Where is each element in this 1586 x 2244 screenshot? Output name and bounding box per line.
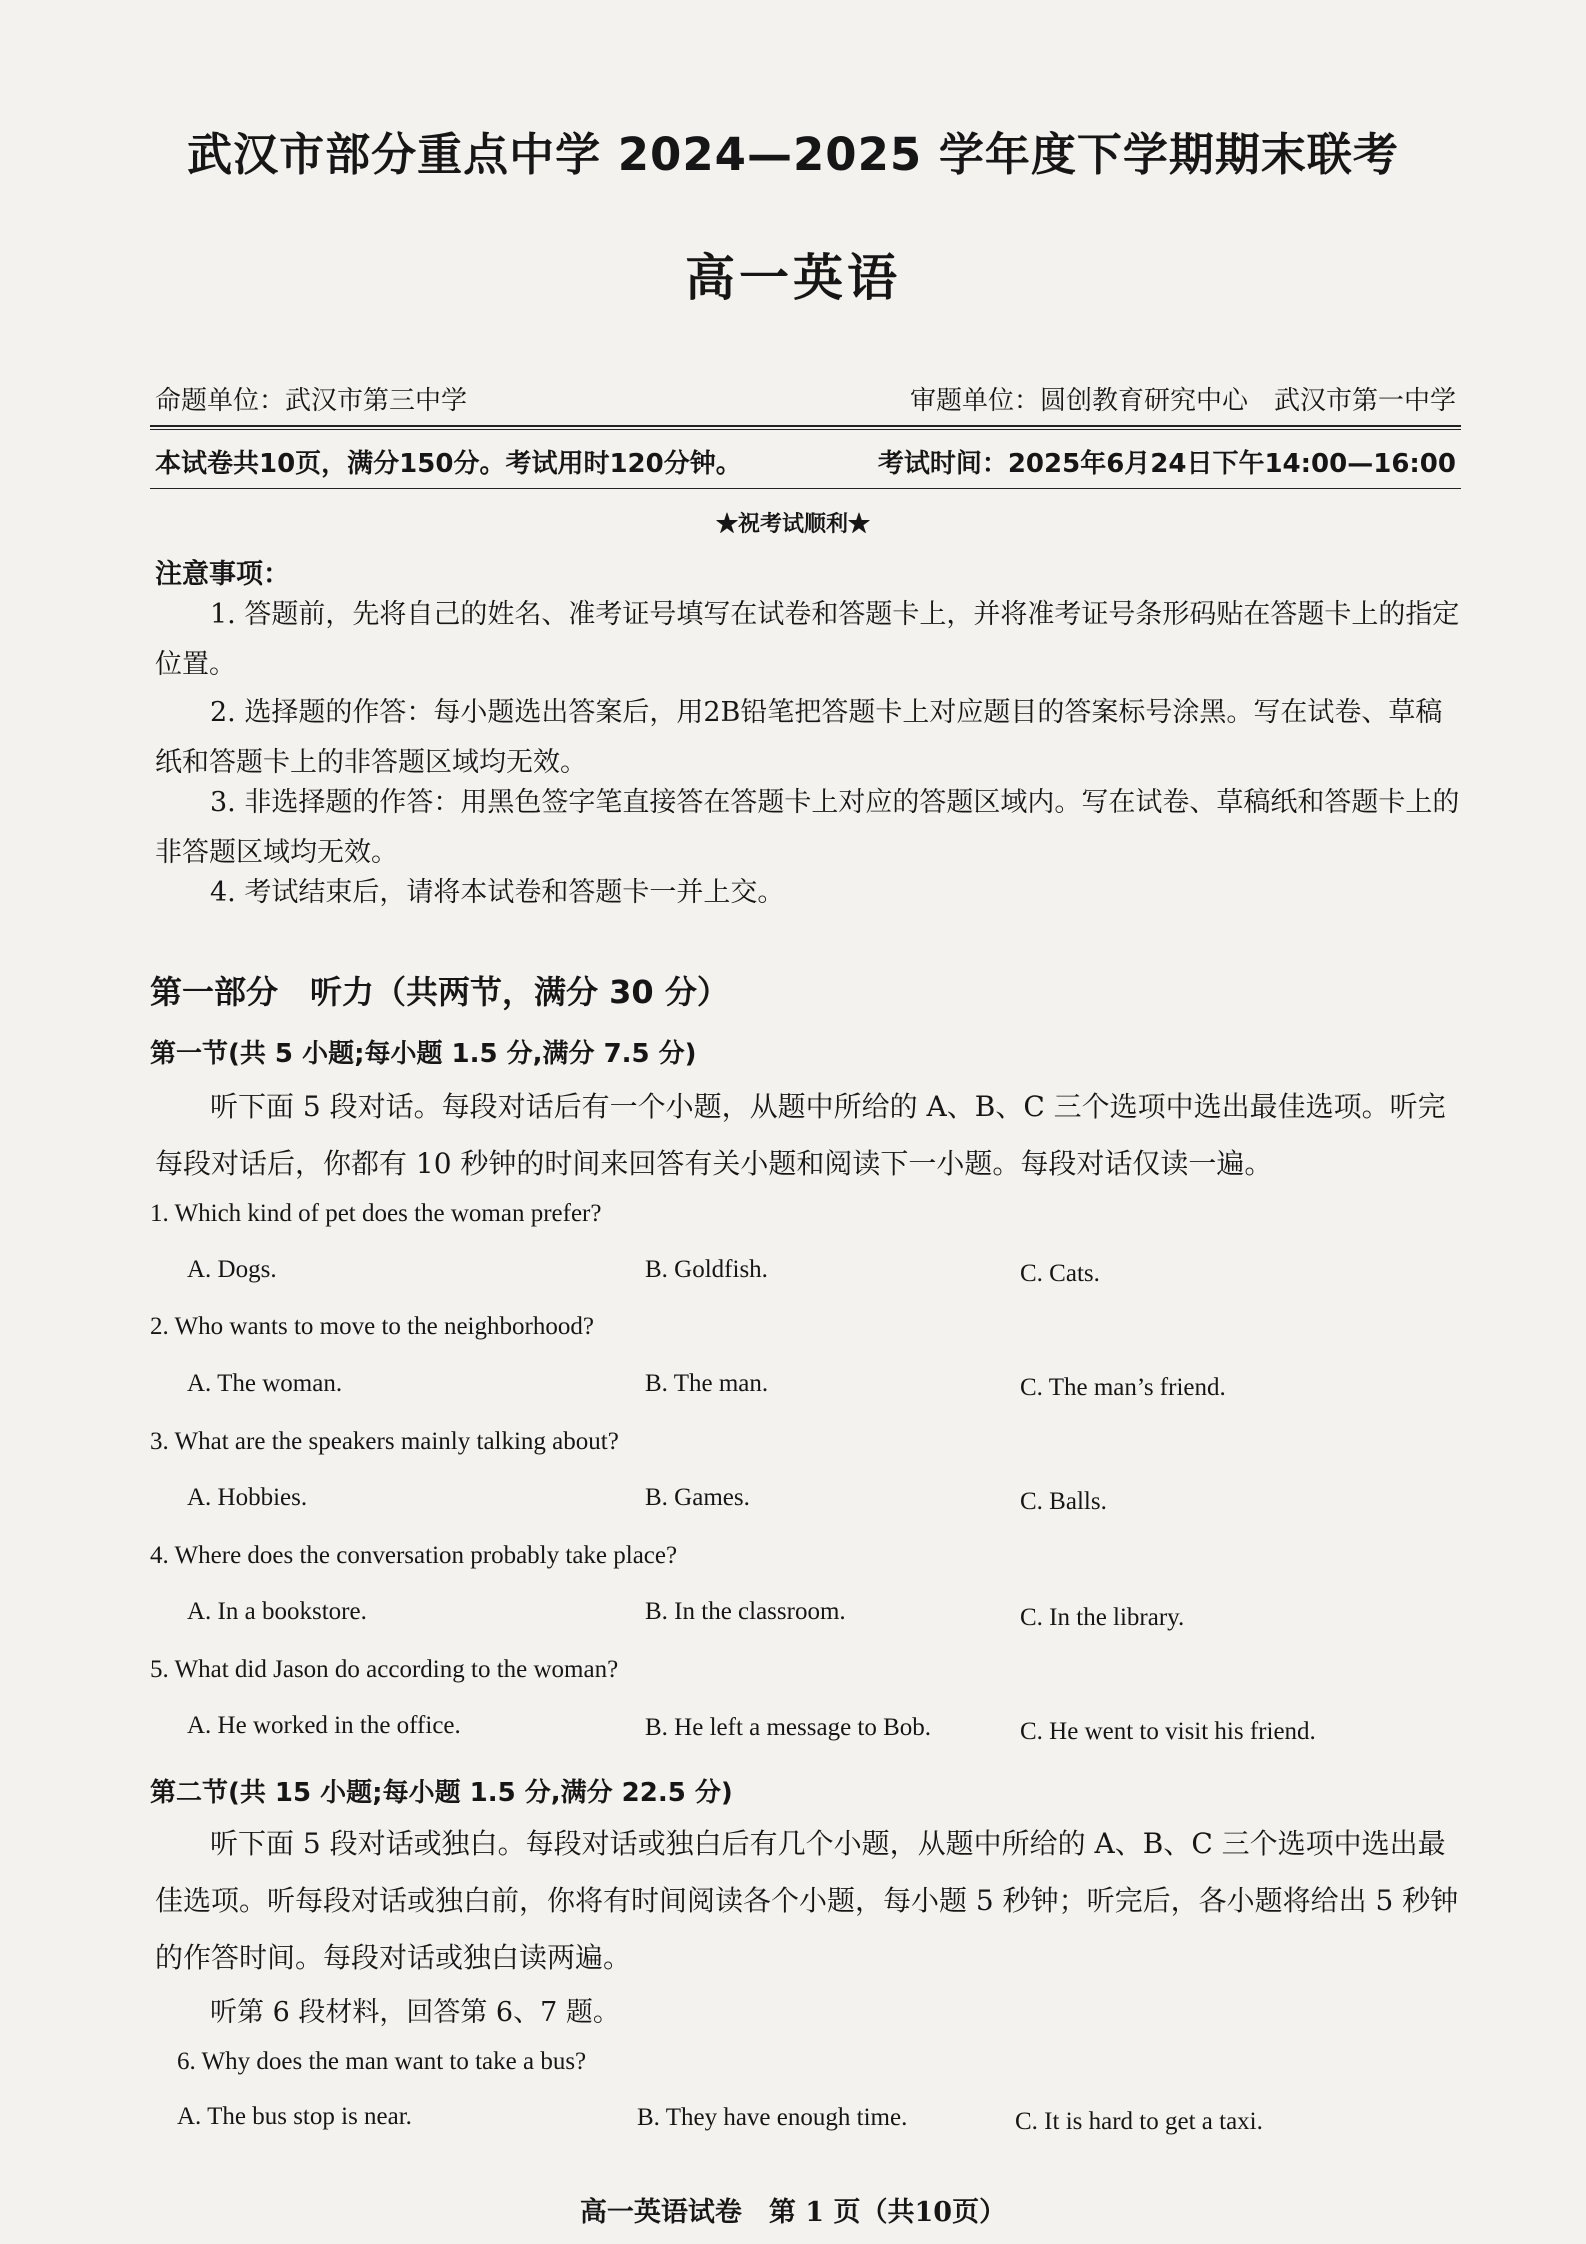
question-6-option-a: A. The bus stop is near.: [177, 2103, 412, 2130]
review-unit: 审题单位：圆创教育研究中心 武汉市第一中学: [909, 386, 1456, 416]
note-item-2: 2. 选择题的作答：每小题选出答案后，用2B铅笔把答题卡上对应题目的答案标号涂黑。写在试卷、草稿纸和答题卡上的非答题区域均无效。: [155, 697, 1443, 778]
question-4-option-c: C. In the library.: [1020, 1604, 1185, 1631]
question-3-option-c: C. Balls.: [1020, 1488, 1107, 1515]
question-3-option-a: A. Hobbies.: [187, 1484, 308, 1511]
section-2-intro: 听下面 5 段对话或独白。每段对话或独白后有几个小题，从题中所给的 A、B、C 三个选项中选出最佳选项。听每段对话或独白前，你将有时间阅读各个小题，每小题 5 秒钟；听完后，各小题将给出 5 秒钟的作答时间。每段对话或独白读两遍。: [155, 1827, 1459, 1974]
question-4-option-a: A. In a bookstore.: [187, 1598, 367, 1625]
question-4: 4. Where does the conversation probably take place?: [150, 1542, 678, 1569]
question-6-option-c: C. It is hard to get a taxi.: [1015, 2108, 1263, 2135]
section-1-title: 第一节(共 5 小题;每小题 1.5 分,满分 7.5 分): [150, 1039, 697, 1069]
header-divider-thin: [150, 429, 1461, 430]
question-1-option-c: C. Cats.: [1020, 1260, 1100, 1287]
header-divider: [150, 425, 1461, 427]
question-1-option-a: A. Dogs.: [187, 1256, 277, 1283]
question-3: 3. What are the speakers mainly talking about?: [150, 1428, 619, 1455]
question-6-option-b: B. They have enough time.: [637, 2104, 908, 2131]
material-6-lead: 听第 6 段材料，回答第 6、7 题。: [210, 1997, 620, 2028]
question-2-option-c: C. The man’s friend.: [1020, 1374, 1226, 1401]
part-title: 第一部分 听力（共两节，满分 30 分）: [150, 973, 729, 1011]
page-footer: 高一英语试卷 第 1 页（共10页）: [579, 2197, 1007, 2228]
question-3-option-b: B. Games.: [645, 1484, 750, 1511]
question-2-option-a: A. The woman.: [187, 1370, 343, 1397]
paper-info: 本试卷共10页，满分150分。考试用时120分钟。: [155, 449, 742, 479]
question-2: 2. Who wants to move to the neighborhood?: [150, 1313, 594, 1340]
subject-title: 高一英语: [685, 249, 901, 307]
question-2-option-b: B. The man.: [645, 1370, 769, 1397]
info-divider: [150, 488, 1461, 489]
question-5-option-a: A. He worked in the office.: [187, 1712, 461, 1739]
section-2-title: 第二节(共 15 小题;每小题 1.5 分,满分 22.5 分): [150, 1778, 733, 1808]
note-item-3: 3. 非选择题的作答：用黑色签字笔直接答在答题卡上对应的答题区域内。写在试卷、草稿纸和答题卡上的非答题区域均无效。: [155, 787, 1460, 868]
note-item-4: 4. 考试结束后，请将本试卷和答题卡一并上交。: [210, 877, 785, 908]
exam-main-title: 武汉市部分重点中学 2024—2025 学年度下学期期末联考: [187, 128, 1399, 181]
author-unit: 命题单位：武汉市第三中学: [155, 386, 468, 416]
question-5: 5. What did Jason do according to the woman?: [150, 1656, 619, 1683]
section-1-intro: 听下面 5 段对话。每段对话后有一个小题，从题中所给的 A、B、C 三个选项中选出最佳选项。听完每段对话后，你都有 10 秒钟的时间来回答有关小题和阅读下一小题。每段对话仅读一遍。: [155, 1090, 1446, 1180]
exam-time: 考试时间：2025年6月24日下午14:00—16:00: [877, 449, 1456, 479]
question-5-option-c: C. He went to visit his friend.: [1020, 1718, 1316, 1745]
question-4-option-b: B. In the classroom.: [645, 1598, 846, 1625]
question-1: 1. Which kind of pet does the woman prefer?: [150, 1200, 602, 1227]
question-1-option-b: B. Goldfish.: [645, 1256, 768, 1283]
good-luck-line: ★祝考试顺利★: [715, 511, 870, 537]
notes-title: 注意事项：: [155, 559, 290, 590]
note-item-1: 1. 答题前，先将自己的姓名、准考证号填写在试卷和答题卡上，并将准考证号条形码贴在答题卡上的指定位置。: [155, 599, 1460, 680]
question-5-option-b: B. He left a message to Bob.: [645, 1714, 932, 1741]
question-6: 6. Why does the man want to take a bus?: [177, 2048, 587, 2075]
